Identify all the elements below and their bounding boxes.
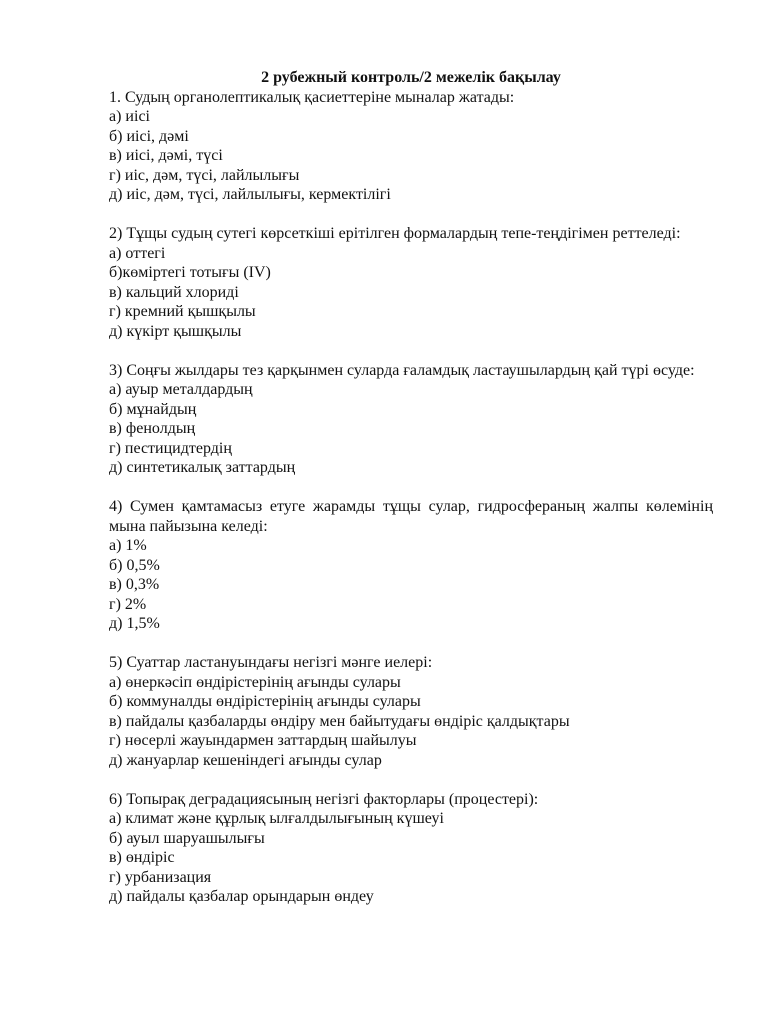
question-text: 5) Суаттар ластануындағы негізгі мәнге иелері: <box>109 654 433 671</box>
answer-option-a: а) климат және құрлық ылғалдылығының күшеуі <box>109 810 444 827</box>
answer-option-d: д) пайдалы қазбалар орындарын өндеу <box>109 888 374 905</box>
answer-option-a: а) иісі <box>109 108 150 125</box>
answer-option-v: в) кальций хлориді <box>109 283 239 301</box>
answer-option-g: г) кремний қышқылы <box>109 303 256 320</box>
question-2 <box>109 224 713 341</box>
answer-option-d: д) 1,5% <box>109 615 160 632</box>
question-text: 3) Соңғы жылдары тез қарқынмен суларда ғаламдық ластаушылардың қай түрі өсуде: <box>109 361 695 379</box>
answer-option-g: г) 2% <box>109 595 147 613</box>
document-page <box>109 68 713 907</box>
answer-option-a: а) 1% <box>109 537 147 554</box>
question-text: 6) Топырақ деградациясының негізгі факторлары (процестері): <box>109 790 539 808</box>
question-6 <box>109 790 713 907</box>
question-3 <box>109 361 713 478</box>
answer-option-b: б) коммуналды өндірістерінің ағынды сулары <box>109 693 421 710</box>
question-text: 1. Судың органолептикалық қасиеттеріне мыналар жатады: <box>109 88 515 106</box>
answer-option-v: в) өндіріс <box>109 849 175 866</box>
answer-option-g: г) урбанизация <box>109 868 212 886</box>
answer-option-b: б) 0,5% <box>109 556 160 574</box>
answer-option-v: в) иісі, дәмі, түсі <box>109 147 223 164</box>
question-4 <box>109 497 713 634</box>
answer-option-a: а) оттегі <box>109 244 166 262</box>
answer-option-d: д) жануарлар кешеніндегі ағынды сулар <box>109 751 382 769</box>
answer-option-v: в) 0,3% <box>109 576 160 593</box>
document-title: 2 рубежный контроль/2 межелік бақылау <box>261 69 561 86</box>
question-1 <box>109 88 713 205</box>
answer-option-b: б) мұнайдың <box>109 400 197 418</box>
answer-option-d: д) иіс, дәм, түсі, лайлылығы, кермектілігі <box>109 186 391 203</box>
answer-option-b: б)көміртегі тотығы (IV) <box>109 264 271 281</box>
answer-option-d: д) күкірт қышқылы <box>109 322 242 340</box>
answer-option-d: д) синтетикалық заттардың <box>109 459 296 476</box>
question-text: 2) Тұщы судың сутегі көрсеткіші ерітілген формалардың тепе-теңдігімен реттеледі: <box>109 225 681 242</box>
question-text: 4) Сумен қамтамасыз етуге жарамды тұщы сулар, гидросфераның жалпы көлемінің мына пайызына келеді: <box>109 498 713 535</box>
answer-option-b: б) иісі, дәмі <box>109 127 189 145</box>
question-5 <box>109 653 713 770</box>
answer-option-v: в) пайдалы қазбаларды өндіру мен байытудағы өндіріс қалдықтары <box>109 712 570 730</box>
answer-option-a: а) өнеркәсіп өндірістерінің ағынды сулары <box>109 673 401 691</box>
answer-option-g: г) пестицидтердің <box>109 439 232 457</box>
answer-option-a: а) ауыр металдардың <box>109 381 253 398</box>
answer-option-v: в) фенолдың <box>109 420 196 437</box>
answer-option-g: г) нөсерлі жауындармен заттардың шайылуы <box>109 732 417 749</box>
answer-option-b: б) ауыл шаруашылығы <box>109 829 265 847</box>
answer-option-g: г) иіс, дәм, түсі, лайлылығы <box>109 166 300 184</box>
